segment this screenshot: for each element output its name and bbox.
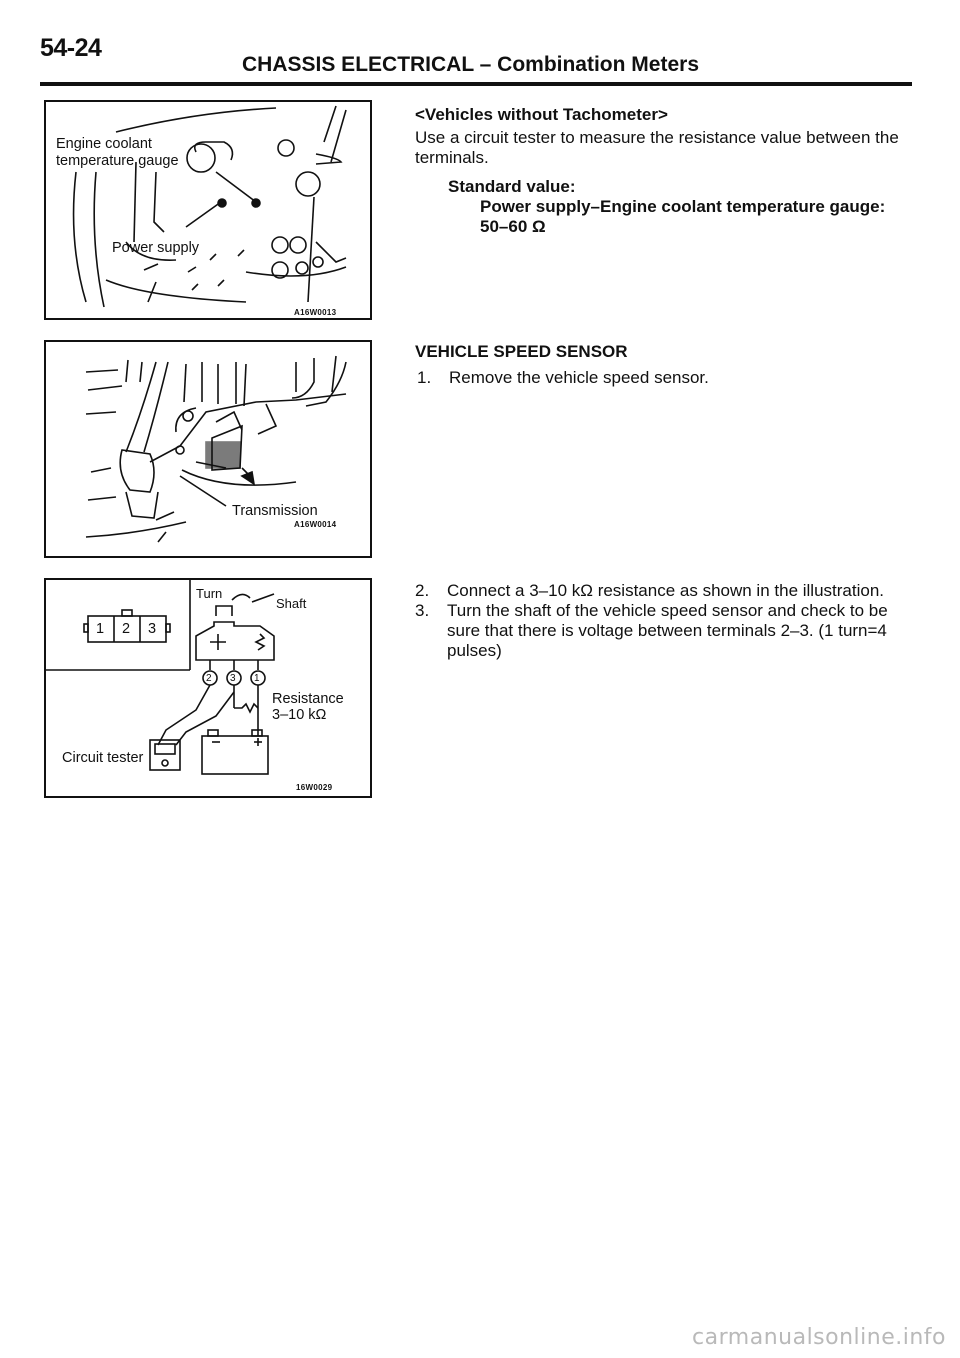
pin-label-1: 1 bbox=[254, 673, 260, 684]
standard-value-item: Power supply–Engine coolant temperature gauge: bbox=[480, 197, 886, 216]
connector-terminal-2: 2 bbox=[122, 621, 131, 637]
label-power-supply: Power supply bbox=[112, 240, 200, 256]
step-text: Turn the shaft of the vehicle speed sensor and check to be sure that there is voltage between terminals 2–3. (1 turn=4 pulses) bbox=[447, 601, 888, 660]
section-body: Use a circuit tester to measure the resistance value between the terminals. bbox=[415, 128, 899, 167]
step-text: Connect a 3–10 kΩ resistance as shown in the illustration. bbox=[447, 581, 885, 600]
step-text: Remove the vehicle speed sensor. bbox=[449, 368, 709, 387]
label-engine-coolant: Engine coolant bbox=[56, 136, 152, 152]
section-heading-vehicles-without-tachometer: <Vehicles without Tachometer> bbox=[415, 105, 668, 124]
figure-speed-sensor-location bbox=[44, 340, 372, 558]
pin-label-3: 3 bbox=[230, 673, 236, 684]
label-shaft: Shaft bbox=[276, 596, 307, 611]
connector-terminal-1: 1 bbox=[96, 621, 105, 637]
page-title: CHASSIS ELECTRICAL – Combination Meters bbox=[242, 53, 699, 76]
section-heading-vehicle-speed-sensor: VEHICLE SPEED SENSOR bbox=[415, 342, 628, 361]
figure-speed-sensor-test bbox=[44, 578, 372, 798]
gauge-rear-drawing bbox=[46, 102, 370, 318]
label-turn: Turn bbox=[196, 586, 223, 601]
label-circuit-tester: Circuit tester bbox=[62, 750, 144, 766]
label-resistance-value: 3–10 kΩ bbox=[272, 707, 327, 723]
figure-code: 16W0029 bbox=[296, 783, 333, 792]
figure-code: A16W0013 bbox=[294, 308, 337, 317]
standard-value-label: Standard value: bbox=[448, 177, 576, 196]
standard-value: 50–60 Ω bbox=[480, 217, 546, 236]
step-number: 3. bbox=[415, 601, 430, 620]
figure-coolant-gauge-terminals bbox=[44, 100, 372, 320]
pin-label-2: 2 bbox=[206, 673, 212, 684]
label-transmission: Transmission bbox=[232, 503, 318, 519]
label-temperature-gauge: temperature gauge bbox=[56, 153, 179, 169]
connector-terminal-3: 3 bbox=[148, 621, 157, 637]
label-resistance: Resistance bbox=[272, 691, 344, 707]
step-number: 2. bbox=[415, 581, 430, 600]
watermark: carmanualsonline.info bbox=[692, 1325, 946, 1350]
step-number: 1. bbox=[417, 368, 432, 387]
page-number: 54-24 bbox=[40, 34, 102, 62]
header-divider bbox=[40, 82, 912, 86]
figure-code: A16W0014 bbox=[294, 520, 337, 529]
